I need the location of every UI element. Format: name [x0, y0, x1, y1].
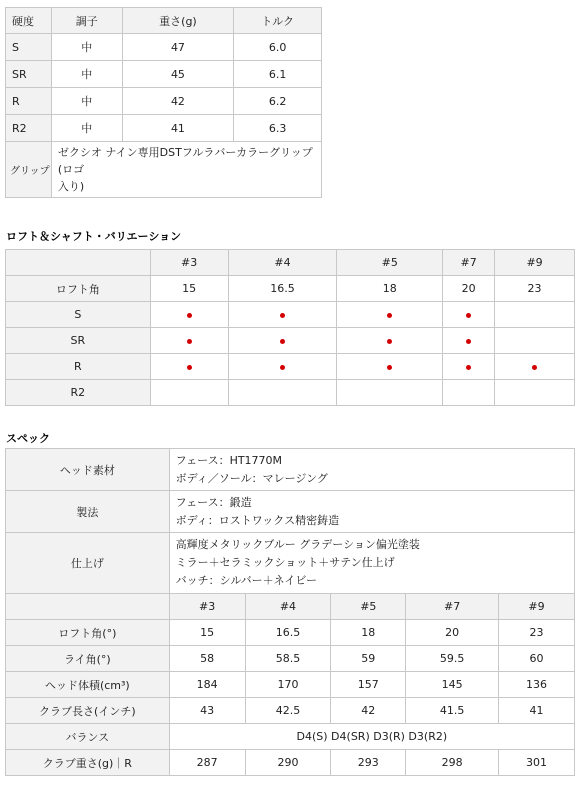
- availability-cell: [495, 328, 575, 354]
- availability-cell: [337, 380, 443, 406]
- table-cell: 中: [51, 34, 122, 61]
- shaft-row: [6, 302, 575, 328]
- table-cell: 136: [499, 672, 575, 698]
- table-cell: 6.1: [234, 61, 322, 88]
- head-material-label: ヘッド素材: [6, 449, 170, 491]
- table-cell: 16.5: [245, 620, 331, 646]
- table-row: [6, 61, 322, 88]
- grip-label: グリップ: [6, 142, 52, 198]
- header-blank: [6, 594, 170, 620]
- spec-title: スペック: [6, 432, 50, 445]
- available-dot: [387, 339, 392, 344]
- row-label: ライ角(°): [6, 646, 170, 672]
- table-row: [6, 698, 575, 724]
- loft-label: ロフト角: [6, 276, 151, 302]
- table-cell: 6.3: [234, 115, 322, 142]
- table-row: [6, 115, 322, 142]
- table-cell: 41: [122, 115, 234, 142]
- table-cell: 中: [51, 115, 122, 142]
- weight-row: [6, 750, 575, 776]
- flex-label: R: [6, 88, 52, 115]
- table-cell: 290: [245, 750, 331, 776]
- available-dot: [532, 365, 537, 370]
- spec-line: ボディ／ソール：マレージング: [175, 471, 328, 485]
- header-hardness: 硬度: [6, 8, 52, 34]
- table-cell: 301: [499, 750, 575, 776]
- table-cell: 184: [169, 672, 245, 698]
- spec-line: フェース：HT1770M: [175, 453, 283, 467]
- table-row: [6, 646, 575, 672]
- spec-table: [5, 448, 575, 776]
- balance-label: バランス: [6, 724, 170, 750]
- finish-row: [6, 533, 575, 594]
- method-value: [169, 491, 574, 533]
- finish-value: [169, 533, 574, 594]
- head-material-value: [169, 449, 574, 491]
- availability-cell: [228, 328, 337, 354]
- available-dot: [280, 313, 285, 318]
- availability-cell: [150, 328, 228, 354]
- header-blank: [6, 250, 151, 276]
- availability-cell: [150, 380, 228, 406]
- grip-row: [6, 142, 322, 198]
- available-dot: [387, 313, 392, 318]
- shaft-label: R2: [6, 380, 151, 406]
- column-header: #7: [406, 594, 499, 620]
- table-cell: 170: [245, 672, 331, 698]
- shaft-row: [6, 354, 575, 380]
- flex-label: S: [6, 34, 52, 61]
- table-cell: 157: [331, 672, 406, 698]
- column-header: #9: [495, 250, 575, 276]
- table-cell: 58.5: [245, 646, 331, 672]
- table-row: [6, 34, 322, 61]
- availability-cell: [228, 302, 337, 328]
- spec-line: フェース：鍛造: [175, 495, 252, 509]
- spec-line: ボディ：ロストワックス精密鋳造: [175, 513, 340, 527]
- table-cell: 287: [169, 750, 245, 776]
- availability-cell: [443, 354, 495, 380]
- table-cell: 47: [122, 34, 234, 61]
- table-cell: 60: [499, 646, 575, 672]
- available-dot: [387, 365, 392, 370]
- table-cell: 20: [443, 276, 495, 302]
- availability-cell: [150, 354, 228, 380]
- availability-cell: [337, 328, 443, 354]
- availability-cell: [228, 354, 337, 380]
- availability-cell: [495, 380, 575, 406]
- availability-cell: [337, 354, 443, 380]
- column-header: #5: [337, 250, 443, 276]
- availability-cell: [228, 380, 337, 406]
- spec-line: バッチ：シルバー＋ネイビー: [175, 574, 317, 587]
- available-dot: [466, 313, 471, 318]
- table-cell: 59.5: [406, 646, 499, 672]
- balance-row: [6, 724, 575, 750]
- table-cell: 23: [495, 276, 575, 302]
- shaft-row: [6, 328, 575, 354]
- weight-label: クラブ重さ(g)｜R: [6, 750, 170, 776]
- availability-cell: [150, 302, 228, 328]
- header-flex-point: 調子: [51, 8, 122, 34]
- availability-cell: [443, 328, 495, 354]
- method-row: [6, 491, 575, 533]
- table-cell: 293: [331, 750, 406, 776]
- balance-value: D4(S) D4(SR) D3(R) D3(R2): [169, 724, 574, 750]
- table-cell: 中: [51, 88, 122, 115]
- table-row: [6, 88, 322, 115]
- shaft-label: SR: [6, 328, 151, 354]
- table-cell: 15: [150, 276, 228, 302]
- grip-value: [51, 142, 321, 198]
- column-header: #3: [150, 250, 228, 276]
- column-header: #7: [443, 250, 495, 276]
- grip-value-line: 入り): [57, 180, 85, 193]
- table-row: [6, 672, 575, 698]
- column-header: #9: [499, 594, 575, 620]
- table-cell: 45: [122, 61, 234, 88]
- available-dot: [280, 365, 285, 370]
- availability-cell: [495, 302, 575, 328]
- row-label: ロフト角(°): [6, 620, 170, 646]
- table-cell: 298: [406, 750, 499, 776]
- table-row: [6, 620, 575, 646]
- availability-cell: [443, 380, 495, 406]
- variation-table: [5, 249, 575, 406]
- available-dot: [187, 313, 192, 318]
- table-cell: 41: [499, 698, 575, 724]
- shaft-label: R: [6, 354, 151, 380]
- available-dot: [280, 339, 285, 344]
- head-material-row: [6, 449, 575, 491]
- column-header: #5: [331, 594, 406, 620]
- table-cell: 42: [331, 698, 406, 724]
- flex-label: R2: [6, 115, 52, 142]
- available-dot: [187, 365, 192, 370]
- loft-row: [6, 276, 575, 302]
- available-dot: [466, 365, 471, 370]
- table-cell: 145: [406, 672, 499, 698]
- shaft-label: S: [6, 302, 151, 328]
- table-cell: 23: [499, 620, 575, 646]
- column-header: #4: [228, 250, 337, 276]
- spec-line: 高輝度メタリックブルー グラデーション偏光塗装: [175, 538, 420, 551]
- table-cell: 41.5: [406, 698, 499, 724]
- table-cell: 20: [406, 620, 499, 646]
- method-label: 製法: [6, 491, 170, 533]
- row-label: クラブ長さ(インチ): [6, 698, 170, 724]
- availability-cell: [495, 354, 575, 380]
- finish-label: 仕上げ: [6, 533, 170, 594]
- table-cell: 58: [169, 646, 245, 672]
- table-cell: 42: [122, 88, 234, 115]
- available-dot: [466, 339, 471, 344]
- table-cell: 15: [169, 620, 245, 646]
- availability-cell: [443, 302, 495, 328]
- table-cell: 16.5: [228, 276, 337, 302]
- spec-line: ミラー＋セラミックショット＋サテン仕上げ: [175, 556, 395, 569]
- table-cell: 18: [337, 276, 443, 302]
- header-weight: 重さ(g): [122, 8, 234, 34]
- table-cell: 42.5: [245, 698, 331, 724]
- row-label: ヘッド体積(cm³): [6, 672, 170, 698]
- header-torque: トルク: [234, 8, 322, 34]
- shaft-row: [6, 380, 575, 406]
- column-header: #4: [245, 594, 331, 620]
- column-header: #3: [169, 594, 245, 620]
- table-cell: 6.0: [234, 34, 322, 61]
- flex-label: SR: [6, 61, 52, 88]
- grip-value-line: ゼクシオ ナイン専用DSTフルラバーカラーグリップ(ロゴ: [57, 146, 313, 176]
- availability-cell: [337, 302, 443, 328]
- table-cell: 中: [51, 61, 122, 88]
- available-dot: [187, 339, 192, 344]
- table-cell: 43: [169, 698, 245, 724]
- shaft-spec-table: [5, 7, 322, 198]
- variation-title: ロフト＆シャフト・バリエーション: [6, 230, 182, 243]
- table-cell: 6.2: [234, 88, 322, 115]
- table-cell: 18: [331, 620, 406, 646]
- table-cell: 59: [331, 646, 406, 672]
